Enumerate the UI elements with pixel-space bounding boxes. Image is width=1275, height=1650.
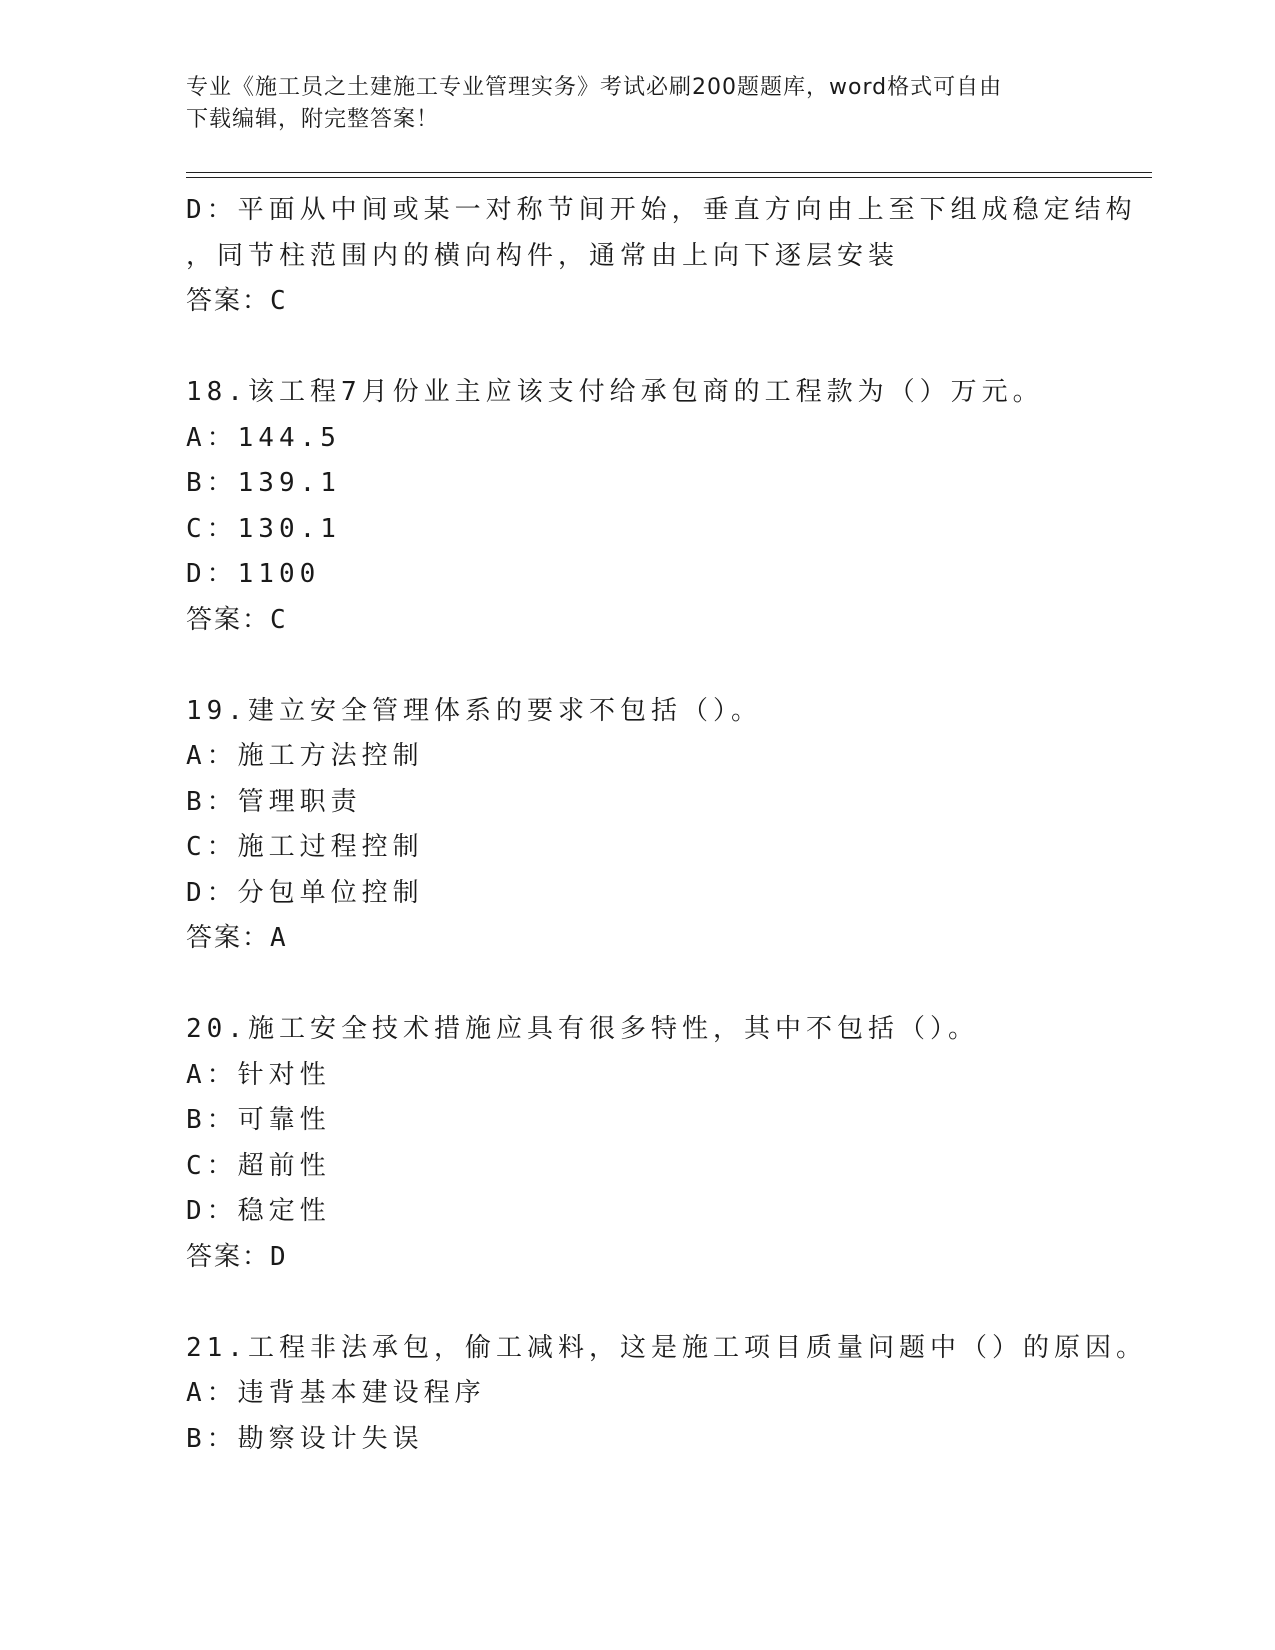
header-divider-top [186,172,1152,173]
question-text: 21.工程非法承包，偷工减料，这是施工项目质量问题中（）的原因。 [186,1332,1147,1363]
header-divider-bottom [186,177,1152,178]
header-title-line-1: 专业《施工员之土建施工专业管理实务》考试必刷200题题库，word格式可自由 [186,75,1003,100]
option-d-line-1: D：平面从中间或某一对称节间开始，垂直方向由上至下组成稳定结构 [186,195,1137,225]
answer-line: 答案：A [186,923,288,953]
question-text: 18.该工程7月份业主应该支付给承包商的工程款为（）万元。 [186,377,1044,407]
option-b: B：管理职责 [186,786,362,817]
option-b: B：勘察设计失误 [186,1423,424,1454]
question-18 [186,370,1152,643]
document-header [186,72,1066,136]
option-c: C：130.1 [186,513,341,544]
question-21 [186,1326,1152,1463]
option-d: D：稳定性 [186,1196,331,1226]
option-a: A：针对性 [186,1059,331,1090]
header-title-line-2: 下载编辑，附完整答案！ [186,107,440,132]
option-c: C：施工过程控制 [186,832,424,862]
question-content [186,188,1152,1462]
option-d: D：分包单位控制 [186,877,424,908]
question-text: 20.施工安全技术措施应具有很多特性，其中不包括（）。 [186,1014,979,1044]
answer-line: 答案：C [186,604,288,635]
option-a: A：144.5 [186,422,341,453]
continued-question [186,188,1152,325]
option-d-line-2: ，同节柱范围内的横向构件，通常由上向下逐层安装 [186,240,900,271]
option-d: D：1100 [186,559,321,589]
question-text: 19.建立安全管理体系的要求不包括（）。 [186,695,762,726]
option-a: A：违背基本建设程序 [186,1378,486,1408]
option-b: B：139.1 [186,468,341,498]
option-c: C：超前性 [186,1150,331,1181]
answer-line: 答案：D [186,1241,288,1272]
option-b: B：可靠性 [186,1105,331,1135]
question-19 [186,689,1152,962]
answer-line: 答案：C [186,286,288,316]
option-a: A：施工方法控制 [186,741,424,771]
question-20 [186,1007,1152,1280]
